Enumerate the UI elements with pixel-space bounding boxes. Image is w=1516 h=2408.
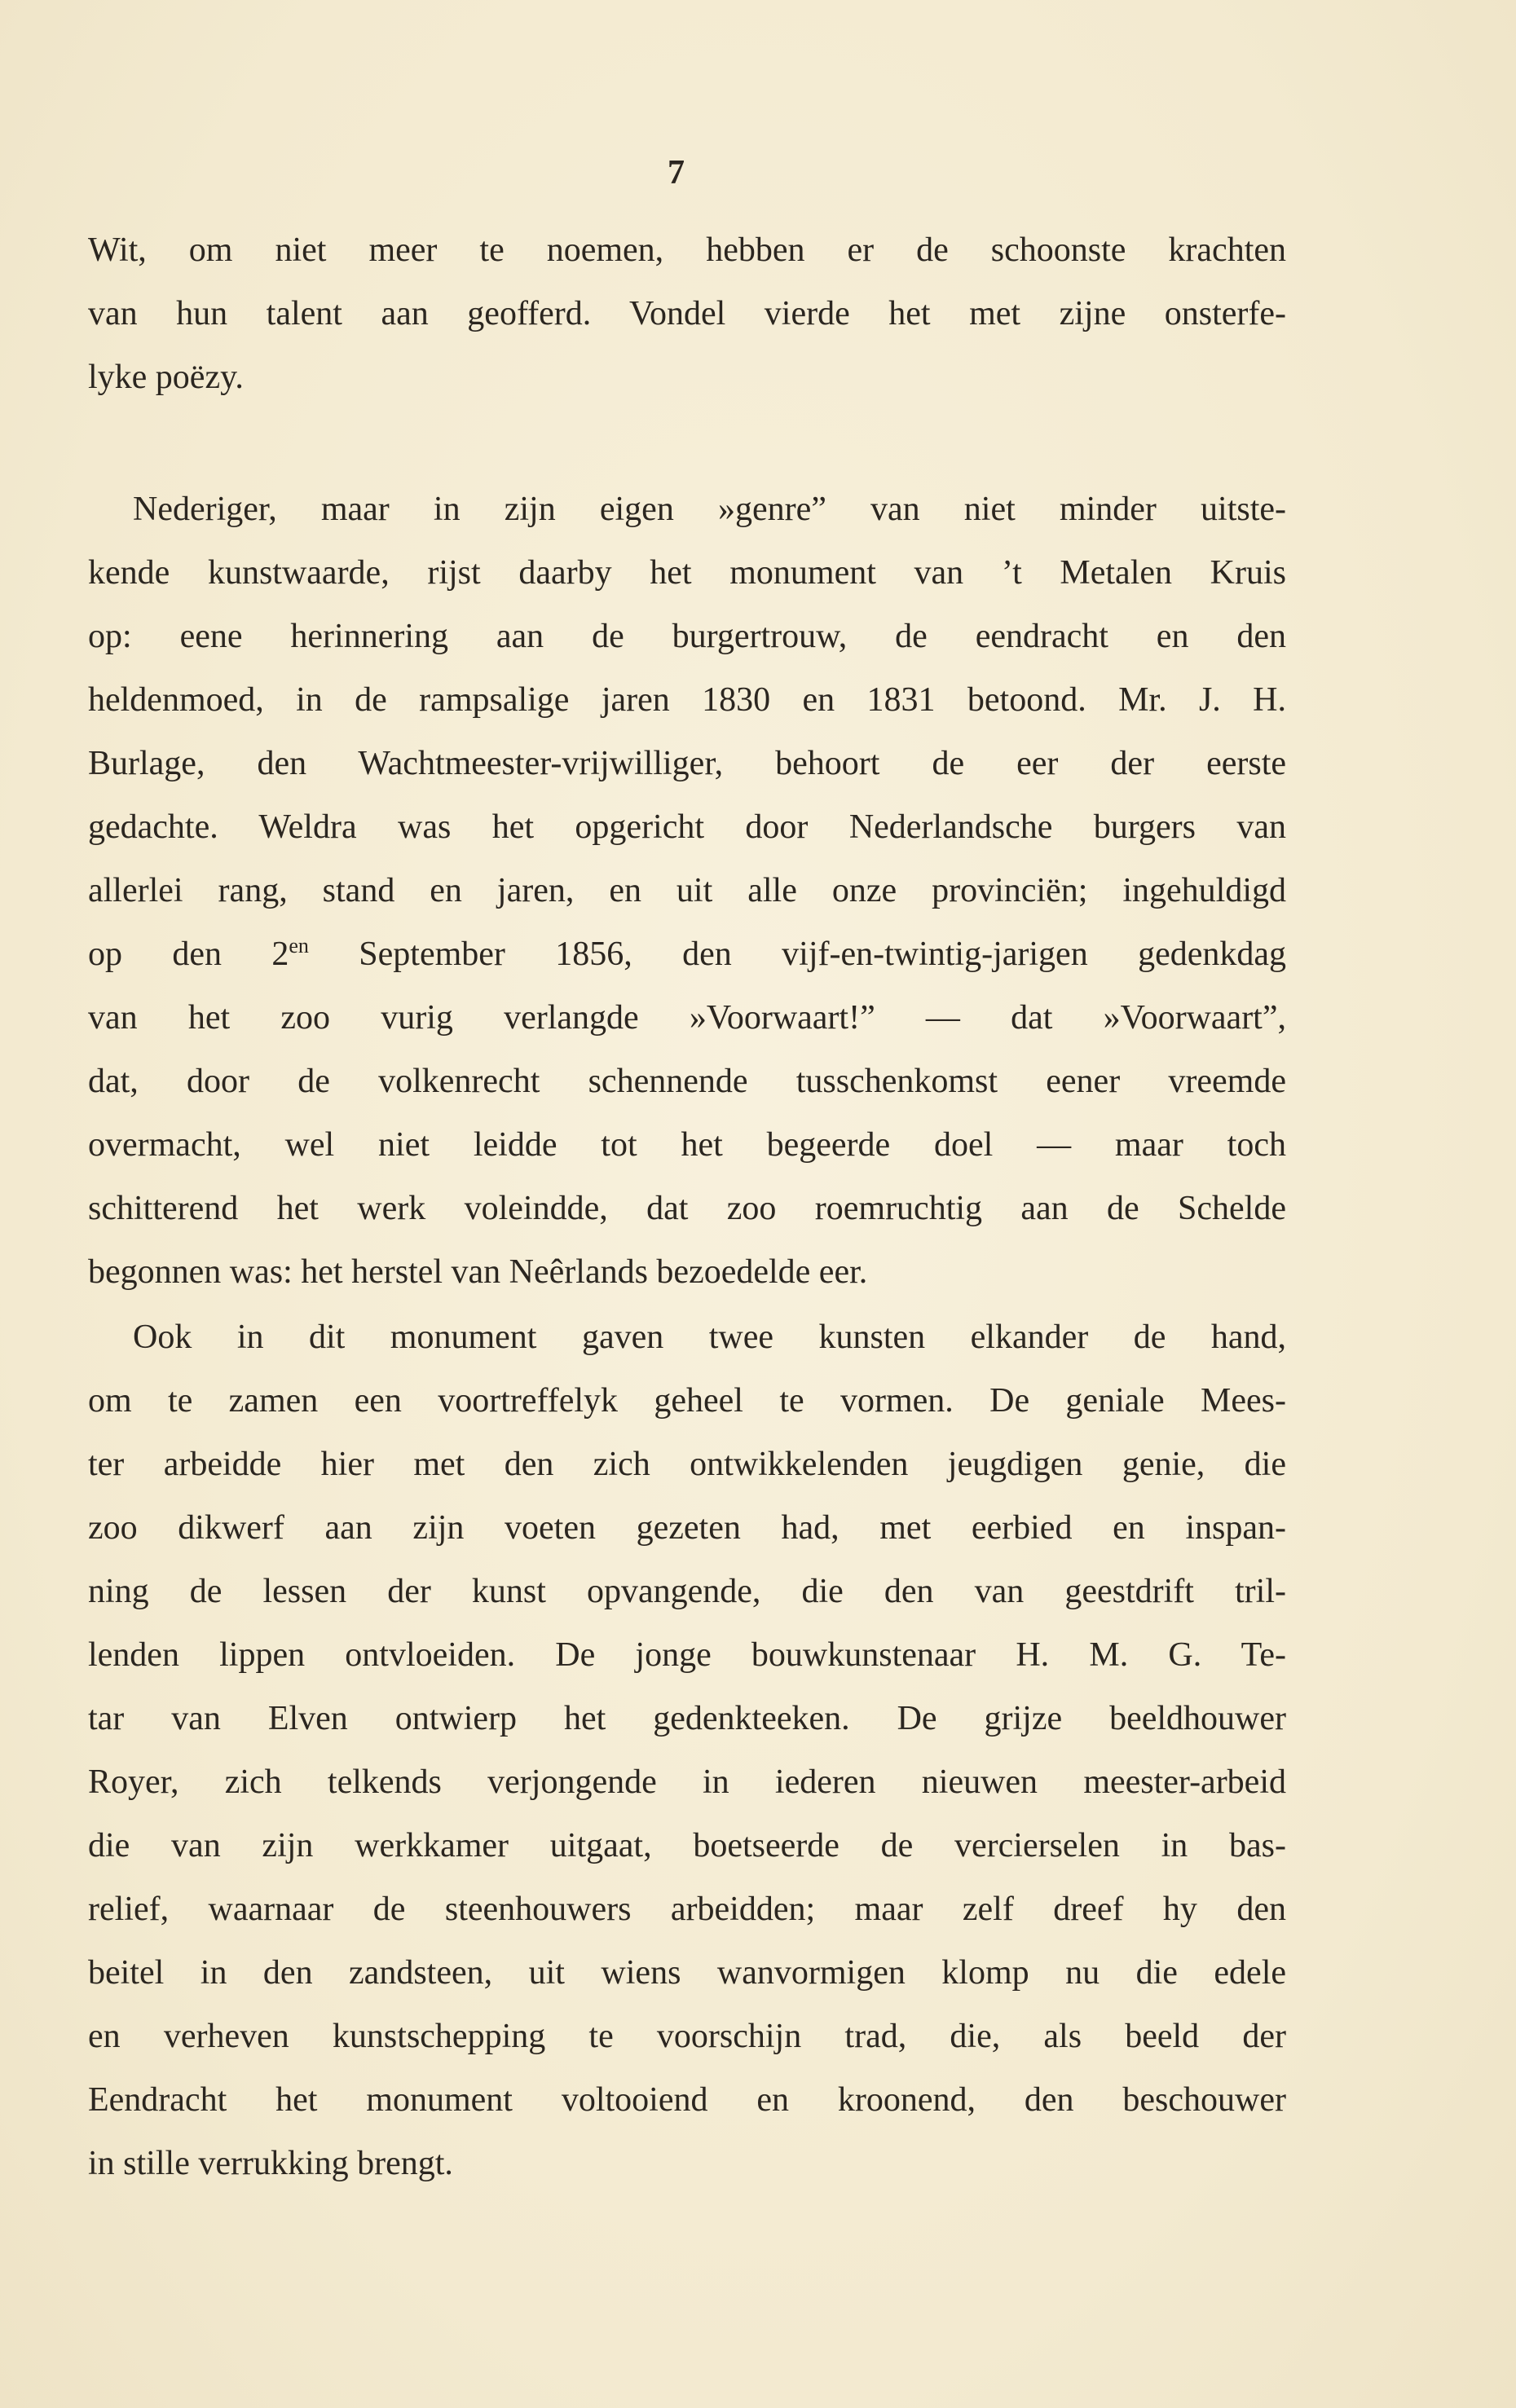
text-line: van het zoo vurig verlangde »Voorwaart!” — dat »Voorwaart”,	[88, 999, 1286, 1037]
paragraph-2	[88, 478, 1286, 1304]
text-line: Wit, om niet meer te noemen, hebben er de schoonste krachten	[88, 231, 1286, 269]
text-line: gedachte. Weldra was het opgericht door Nederlandsche burgers van	[88, 808, 1286, 846]
text-line: lenden lippen ontvloeiden. De jonge bouwkunstenaar H. M. G. Te-	[88, 1636, 1286, 1674]
text-line: relief, waarnaar de steenhouwers arbeidden; maar zelf dreef hy den	[88, 1891, 1286, 1928]
text-line: allerlei rang, stand en jaren, en uit alle onze provinciën; ingehuldigd	[88, 872, 1286, 909]
text-line: Burlage, den Wachtmeester-vrijwilliger, behoort de eer der eerste	[88, 745, 1286, 782]
superscript: en	[289, 934, 309, 957]
text-line: lyke poëzy.	[88, 359, 244, 396]
text-line: kende kunstwaarde, rijst daarby het monument van ’t Metalen Kruis	[88, 554, 1286, 592]
text-line: heldenmoed, in de rampsalige jaren 1830 en 1831 betoond. Mr. J. H.	[88, 681, 1286, 719]
text-segment: September 1856, den vijf-en-twintig-jarigen gedenkdag	[308, 935, 1286, 973]
text-line: op: eene herinnering aan de burgertrouw, de eendracht en den	[88, 618, 1286, 655]
text-line: zoo dikwerf aan zijn voeten gezeten had, met eerbied en inspan-	[88, 1509, 1286, 1547]
text-line: tar van Elven ontwierp het gedenkteeken. De grijze beeldhouwer	[88, 1700, 1286, 1737]
text-line: Ook in dit monument gaven twee kunsten elkander de hand,	[133, 1318, 1286, 1356]
text-line: overmacht, wel niet leidde tot het begeerde doel — maar toch	[88, 1126, 1286, 1164]
text-line: Royer, zich telkends verjongende in iederen nieuwen meester-arbeid	[88, 1763, 1286, 1801]
page-number: 7	[668, 154, 685, 191]
text-segment: op den 2	[88, 935, 289, 973]
text-line: ning de lessen der kunst opvangende, die den van geestdrift tril-	[88, 1573, 1286, 1610]
text-line: Nederiger, maar in zijn eigen »genre” van niet minder uitste-	[133, 491, 1286, 528]
text-line: die van zijn werkkamer uitgaat, boetseerde de vercierselen in bas-	[88, 1827, 1286, 1864]
text-line: begonnen was: het herstel van Neêrlands bezoedelde eer.	[88, 1253, 868, 1291]
paragraph-3	[88, 1305, 1286, 2195]
text-line: om te zamen een voortreffelyk geheel te vormen. De geniale Mees-	[88, 1382, 1286, 1420]
text-line: en verheven kunstschepping te voorschijn trad, die, als beeld der	[88, 2018, 1286, 2055]
text-line: Eendracht het monument voltooiend en kroonend, den beschouwer	[88, 2081, 1286, 2119]
text-line: beitel in den zandsteen, uit wiens wanvormigen klomp nu die edele	[88, 1954, 1286, 1992]
paragraph-1	[88, 218, 1286, 409]
text-line-with-superscript	[88, 922, 1286, 986]
text-line: schitterend het werk voleindde, dat zoo roemruchtig aan de Schelde	[88, 1190, 1286, 1227]
text-line: in stille verrukking brengt.	[88, 2145, 453, 2182]
text-line: dat, door de volkenrecht schennende tusschenkomst eener vreemde	[88, 1063, 1286, 1100]
text-line: ter arbeidde hier met den zich ontwikkelenden jeugdigen genie, die	[88, 1446, 1286, 1483]
text-line: van hun talent aan geofferd. Vondel vierde het met zijne onsterfe-	[88, 295, 1286, 332]
